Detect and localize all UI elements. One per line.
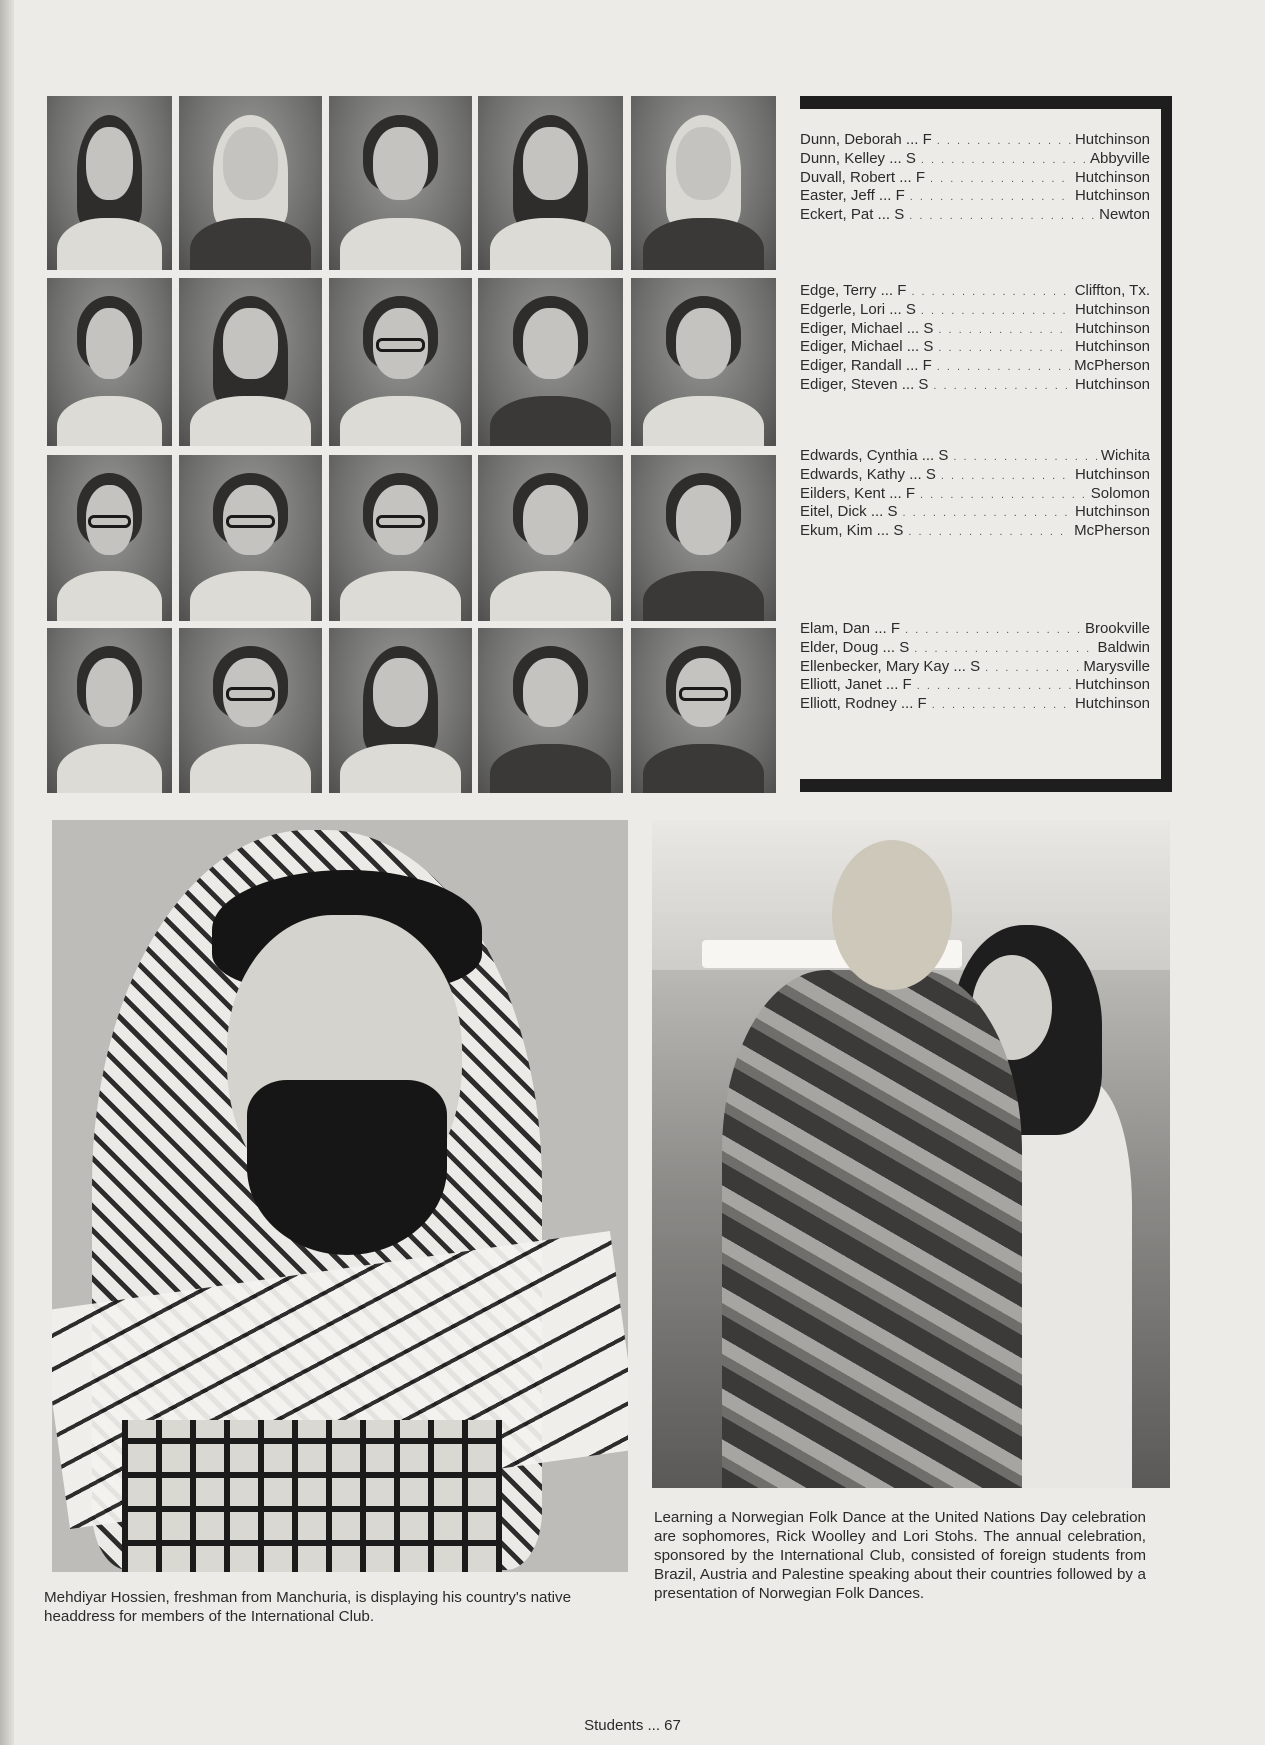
caption-folk-dance: Learning a Norwegian Folk Dance at the United Nations Day celebration are sophomores, Rick Woolley and Lori Stohs. The annual celebration, sponsored by the International Club, consisted of foreign students from Brazil, Austria and Palestine speaking about their countries followed by a presentation of Norwegian Folk Dances.	[654, 1509, 1146, 1602]
roster-row	[800, 357, 1150, 376]
student-portrait	[478, 628, 623, 793]
student-name: Eilders, Kent ... F	[800, 484, 916, 502]
dot-leader	[953, 448, 1096, 467]
dot-leader	[933, 377, 1071, 396]
roster-group-2	[800, 282, 1150, 395]
roster-row	[800, 320, 1150, 339]
dot-leader	[909, 207, 1095, 226]
student-name: Ediger, Michael ... S	[800, 319, 934, 337]
hometown: Hutchinson	[1074, 187, 1150, 205]
student-name: Eckert, Pat ... S	[800, 206, 905, 224]
student-portrait	[329, 96, 472, 270]
student-name: Ediger, Steven ... S	[800, 375, 929, 393]
dancer-boy-head	[832, 840, 952, 990]
roster-row	[800, 658, 1150, 677]
dot-leader	[937, 358, 1070, 377]
student-name: Ekum, Kim ... S	[800, 522, 904, 540]
dot-leader	[910, 188, 1071, 207]
student-name: Elliott, Rodney ... F	[800, 695, 927, 713]
student-portrait	[179, 96, 322, 270]
hometown: Baldwin	[1097, 638, 1150, 656]
roster-row	[800, 676, 1150, 695]
student-name: Edwards, Kathy ... S	[800, 465, 936, 483]
hometown: Hutchinson	[1074, 465, 1150, 483]
roster-row	[800, 447, 1150, 466]
roster-row	[800, 466, 1150, 485]
dot-leader	[908, 523, 1070, 542]
hometown: Hutchinson	[1074, 319, 1150, 337]
page-footer: Students ... 67	[584, 1717, 681, 1734]
student-portrait	[329, 455, 472, 621]
photo-folk-dance	[652, 820, 1170, 1488]
student-name: Edgerle, Lori ... S	[800, 300, 916, 318]
roster-row	[800, 620, 1150, 639]
hometown: McPherson	[1074, 522, 1150, 540]
student-name: Elliott, Janet ... F	[800, 676, 912, 694]
student-portrait	[478, 278, 623, 446]
student-name: Dunn, Deborah ... F	[800, 131, 932, 148]
dot-leader	[921, 151, 1086, 170]
dot-leader	[920, 486, 1087, 505]
student-name: Dunn, Kelley ... S	[800, 149, 916, 167]
student-name: Ediger, Michael ... S	[800, 338, 934, 356]
roster-row	[800, 376, 1150, 395]
student-name: Ediger, Randall ... F	[800, 357, 932, 375]
student-portrait	[478, 96, 623, 270]
dot-leader	[930, 170, 1071, 189]
dancer-boy-jacket	[722, 970, 1022, 1488]
hometown: Solomon	[1090, 484, 1150, 502]
hometown: Hutchinson	[1074, 168, 1150, 186]
student-portrait	[47, 628, 172, 793]
dot-leader	[911, 283, 1070, 302]
dot-leader	[941, 467, 1071, 486]
roster-row	[800, 206, 1150, 225]
caption-headdress: Mehdiyar Hossien, freshman from Manchuria, is displaying his country's native headdress for members of the International Club.	[44, 1589, 572, 1625]
hometown: Hutchinson	[1074, 375, 1150, 393]
student-portrait	[631, 278, 776, 446]
roster-row	[800, 150, 1150, 169]
student-name: Elder, Doug ... S	[800, 638, 910, 656]
roster-row	[800, 695, 1150, 714]
student-portrait	[179, 455, 322, 621]
roster-group-1	[800, 131, 1150, 225]
hometown: Hutchinson	[1074, 300, 1150, 318]
dot-leader	[905, 621, 1081, 640]
dot-leader	[985, 659, 1079, 678]
plaid-shirt	[122, 1420, 502, 1572]
dot-leader	[932, 696, 1071, 715]
roster-row	[800, 338, 1150, 357]
student-name: Elam, Dan ... F	[800, 620, 901, 637]
student-name: Ellenbecker, Mary Kay ... S	[800, 657, 981, 675]
hometown: Hutchinson	[1074, 676, 1150, 694]
hometown: Marysville	[1083, 657, 1150, 675]
dot-leader	[917, 677, 1071, 696]
student-name: Duvall, Robert ... F	[800, 168, 926, 186]
hometown: Newton	[1099, 206, 1150, 224]
student-portrait	[179, 628, 322, 793]
dot-leader	[938, 339, 1071, 358]
roster-row	[800, 485, 1150, 504]
student-portrait	[329, 628, 472, 793]
student-portrait	[179, 278, 322, 446]
student-portrait	[47, 455, 172, 621]
page-binding-edge	[0, 0, 14, 1745]
roster-row	[800, 503, 1150, 522]
hometown: McPherson	[1074, 357, 1150, 375]
hometown: Wichita	[1100, 447, 1150, 464]
hometown: Brookville	[1084, 620, 1150, 637]
student-portrait	[478, 455, 623, 621]
roster-box	[800, 96, 1172, 792]
roster-row	[800, 639, 1150, 658]
roster-group-4	[800, 620, 1150, 714]
hometown: Abbyville	[1089, 149, 1150, 167]
roster-row	[800, 169, 1150, 188]
roster-row	[800, 301, 1150, 320]
dot-leader	[921, 302, 1071, 321]
roster-row	[800, 522, 1150, 541]
hometown: Hutchinson	[1074, 503, 1150, 521]
student-portrait	[631, 455, 776, 621]
hometown: Cliffton, Tx.	[1074, 282, 1150, 299]
dot-leader	[938, 321, 1071, 340]
photo-headdress	[52, 820, 628, 1572]
student-portrait	[631, 96, 776, 270]
roster-row	[800, 282, 1150, 301]
student-portrait	[47, 278, 172, 446]
student-portrait	[329, 278, 472, 446]
photo-beard	[247, 1080, 447, 1255]
roster-row	[800, 187, 1150, 206]
student-portrait	[631, 628, 776, 793]
student-portrait	[47, 96, 172, 270]
hometown: Hutchinson	[1074, 131, 1150, 148]
dot-leader	[903, 504, 1071, 523]
hometown: Hutchinson	[1074, 338, 1150, 356]
dot-leader	[914, 640, 1093, 659]
dot-leader	[937, 132, 1071, 151]
student-name: Eitel, Dick ... S	[800, 503, 898, 521]
roster-group-3	[800, 447, 1150, 541]
student-name: Easter, Jeff ... F	[800, 187, 905, 205]
student-name: Edge, Terry ... F	[800, 282, 907, 299]
roster-row	[800, 131, 1150, 150]
student-name: Edwards, Cynthia ... S	[800, 447, 949, 464]
hometown: Hutchinson	[1074, 695, 1150, 713]
